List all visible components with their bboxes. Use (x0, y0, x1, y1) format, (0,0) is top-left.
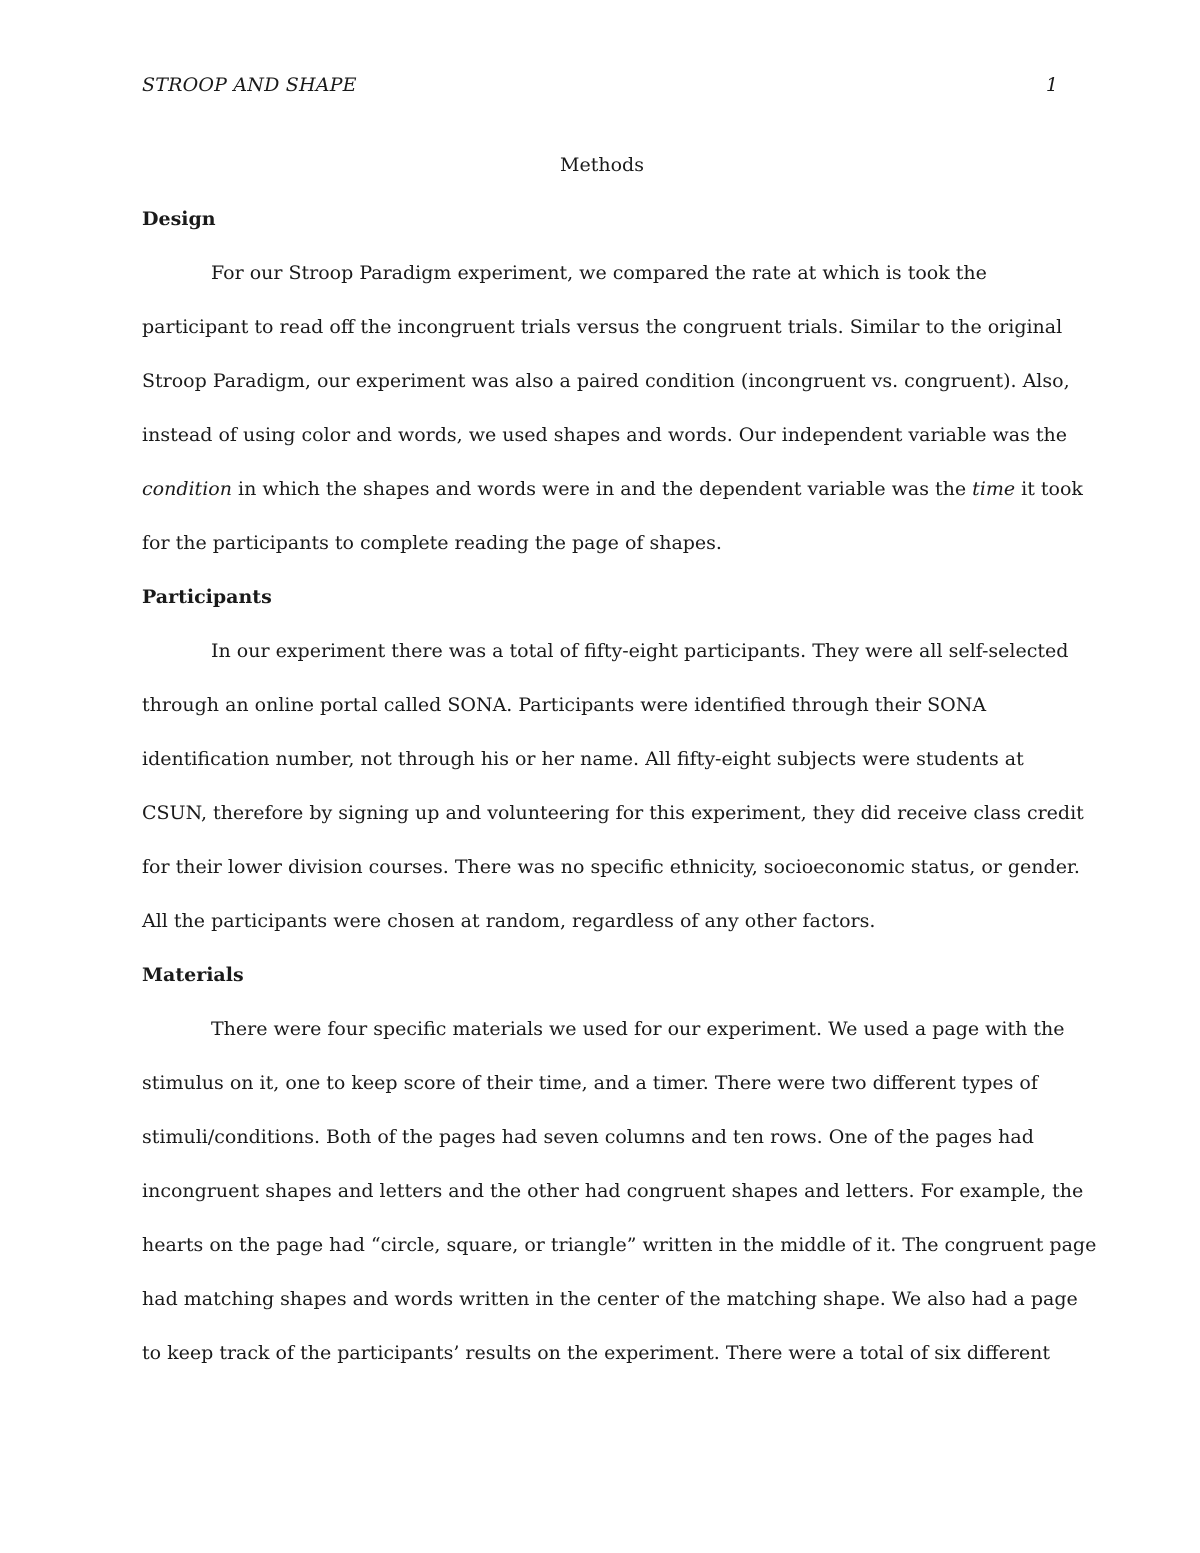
heading-design: Design (142, 208, 216, 230)
text-segment: in which the shapes and words were in and the dependent variable was the (231, 478, 973, 500)
page-number: 1 (1045, 74, 1058, 96)
emphasis-time: time (972, 478, 1016, 500)
section-title: Methods (560, 154, 644, 176)
text-line: In our experiment there was a total of fifty-eight participants. They were all self-selected (211, 640, 1069, 662)
running-head: STROOP AND SHAPE (142, 74, 357, 96)
text-line: Stroop Paradigm, our experiment was also a paired condition (incongruent vs. congruent). Also, (142, 370, 1070, 392)
materials-paragraph (142, 1002, 1097, 1380)
text-line: through an online portal called SONA. Participants were identified through their SONA (142, 694, 987, 716)
emphasis-condition: condition (142, 478, 232, 500)
document-body (142, 138, 1097, 1380)
text-line: participant to read off the incongruent trials versus the congruent trials. Similar to the original (142, 316, 1063, 338)
text-line: For our Stroop Paradigm experiment, we compared the rate at which is took the (211, 262, 987, 284)
heading-participants: Participants (142, 586, 272, 608)
text-line: incongruent shapes and letters and the other had congruent shapes and letters. For example, the (142, 1180, 1084, 1202)
text-line: stimuli/conditions. Both of the pages had seven columns and ten rows. One of the pages had (142, 1126, 1034, 1148)
text-line: stimulus on it, one to keep score of their time, and a timer. There were two different types of (142, 1072, 1038, 1094)
text-line: had matching shapes and words written in the center of the matching shape. We also had a page (142, 1288, 1078, 1310)
text-line: There were four specific materials we used for our experiment. We used a page with the (211, 1018, 1065, 1040)
text-line: CSUN, therefore by signing up and volunteering for this experiment, they did receive class credit (142, 802, 1084, 824)
text-segment: it took (1015, 478, 1083, 500)
text-line (142, 462, 1083, 516)
text-line: hearts on the page had “circle, square, or triangle” written in the middle of it. The congruent page (142, 1234, 1097, 1256)
text-line: instead of using color and words, we used shapes and words. Our independent variable was the (142, 424, 1067, 446)
heading-materials: Materials (142, 964, 244, 986)
text-line: for the participants to complete reading the page of shapes. (142, 532, 722, 554)
text-line: for their lower division courses. There was no specific ethnicity, socioeconomic status, or gender. (142, 856, 1080, 878)
text-line: to keep track of the participants’ results on the experiment. There were a total of six different (142, 1342, 1051, 1364)
design-paragraph (142, 246, 1083, 570)
text-line: identification number, not through his or her name. All fifty-eight subjects were students at (142, 748, 1024, 770)
text-line: All the participants were chosen at random, regardless of any other factors. (142, 910, 876, 932)
participants-paragraph (142, 624, 1084, 948)
